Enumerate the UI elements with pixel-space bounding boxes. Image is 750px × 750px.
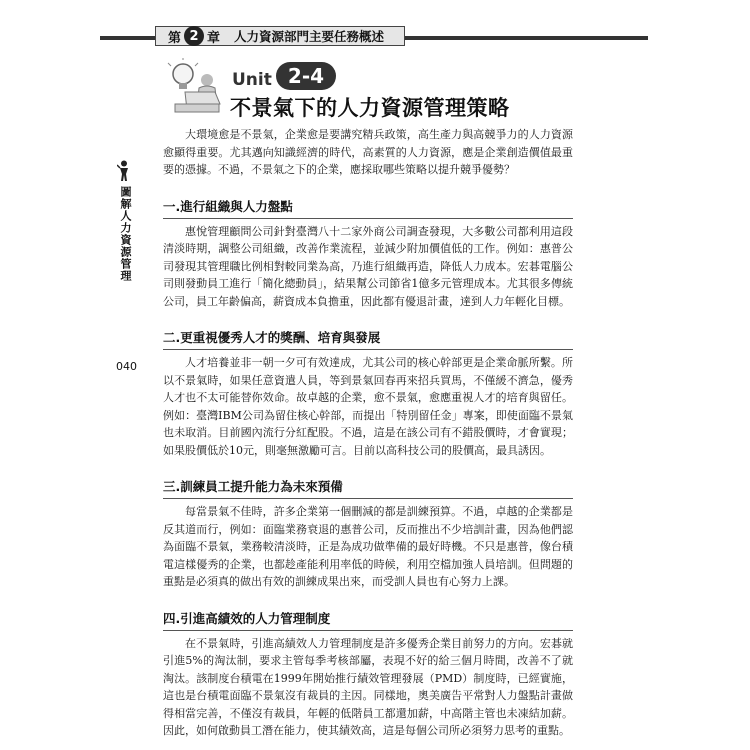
section-3-body: 每當景氣不佳時，許多企業第一個刪減的都是訓練預算。不過，卓越的企業都是反其道而行，例如：面臨業務衰退的惠普公司，反而推出不少培訓計畫，因為他們認為面臨不景氣，業務較清淡時，正是為成功做準備的最好時機。不只是惠普，像台積電這樣優秀的企業，也都趁產能利用率低的時候，利用空檔加強人員培訓。但問題的重點是必須真的做出有效的訓練成果出來，而受訓人員也有心努力上課。 <box>163 505 573 588</box>
figure-icon <box>117 160 131 182</box>
unit-number: 2-4 <box>276 62 336 90</box>
chapter-suffix: 章 <box>207 30 221 46</box>
section-4-body: 在不景氣時，引進高績效人力管理制度是許多優秀企業目前努力的方向。宏碁就引進5%的淘汰制，要求主管每季考核部屬，表現不好的給三個月時間，改善不了就淘汰。該制度台積電在1999年開始推行績效管理發展（PMD）制度時，已經實施，這也是台積電面臨不景氣沒有裁員的主因。同樣地，奧美廣告平常對人力盤點計畫做得相當完善，不僅沒有裁員，年輕的低階員工都還加薪，中高階主管也未凍結加薪。因此，如何啟動員工潛在能力，使其績效高，這是每個公司所必須努力思考的重點。 <box>163 636 573 737</box>
book-title-vertical: 圖解人力資源管理 <box>119 186 132 282</box>
section-2-title: 二.更重視優秀人才的獎酬、培育與發展 <box>163 328 573 350</box>
sidebar-vertical-title <box>117 160 133 286</box>
section-4-title: 四.引進高績效的人力管理制度 <box>163 609 573 631</box>
chapter-header <box>0 22 648 48</box>
body-content <box>163 126 573 740</box>
unit-label: Unit <box>232 70 272 90</box>
section-1-title: 一.進行組織與人力盤點 <box>163 197 573 219</box>
section-1-body: 惠悅管理顧問公司針對臺灣八十二家外商公司調查發現，大多數公司都利用這段清淡時期，調整公司組織，改善作業流程，並減少附加價值低的工作。例如：惠普公司發現其管理職比例相對較同業為高，乃進行組織再造，降低人力成本。宏碁電腦公司則發動員工進行「簡化總動員」，結果幫公司節省1億多元管理成本。尤其很多傳統公司，員工年齡偏高，薪資成本負擔重，因此都有優退計畫，達到人力年輕化目標。 <box>163 224 573 308</box>
chapter-tab <box>155 26 405 46</box>
page-number: 040 <box>116 360 137 373</box>
lightbulb-figure-icon <box>165 58 225 118</box>
section-3-title: 三.訓練員工提升能力為未來預備 <box>163 477 573 499</box>
chapter-prefix: 第 <box>168 30 182 46</box>
page-title: 不景氣下的人力資源管理策略 <box>230 96 510 120</box>
intro-paragraph: 大環境愈是不景氣，企業愈是要講究精兵政策，高生產力與高競爭力的人力資源愈顯得重要。尤其邁向知識經濟的時代，高素質的人力資源，應是企業創造價值最重要的憑據。不過，不景氣之下的企業，應採取哪些策略以提升競爭優勢？ <box>163 128 573 176</box>
section-2-body: 人才培養並非一朝一夕可有效達成，尤其公司的核心幹部更是企業命脈所繫。所以不景氣時，如果任意資遣人員，等到景氣回春再來招兵買馬，不僅緩不濟急，優秀人才也不太可能替你效命。故卓越的企業，愈不景氣，愈應重視人才的培育與留任。例如：臺灣IBM公司為留住核心幹部，而提出「特別留任金」專案，即使面臨不景氣也未取消。目前國內流行分紅配股。不過，這是在該公司有不錯股價時，才會實現；如果股價低於10元，則毫無激勵可言。目前以高科技公司的股價高，最具誘因。 <box>163 356 573 457</box>
chapter-title: 人力資源部門主要任務概述 <box>234 29 385 44</box>
chapter-number: 2 <box>184 26 204 46</box>
